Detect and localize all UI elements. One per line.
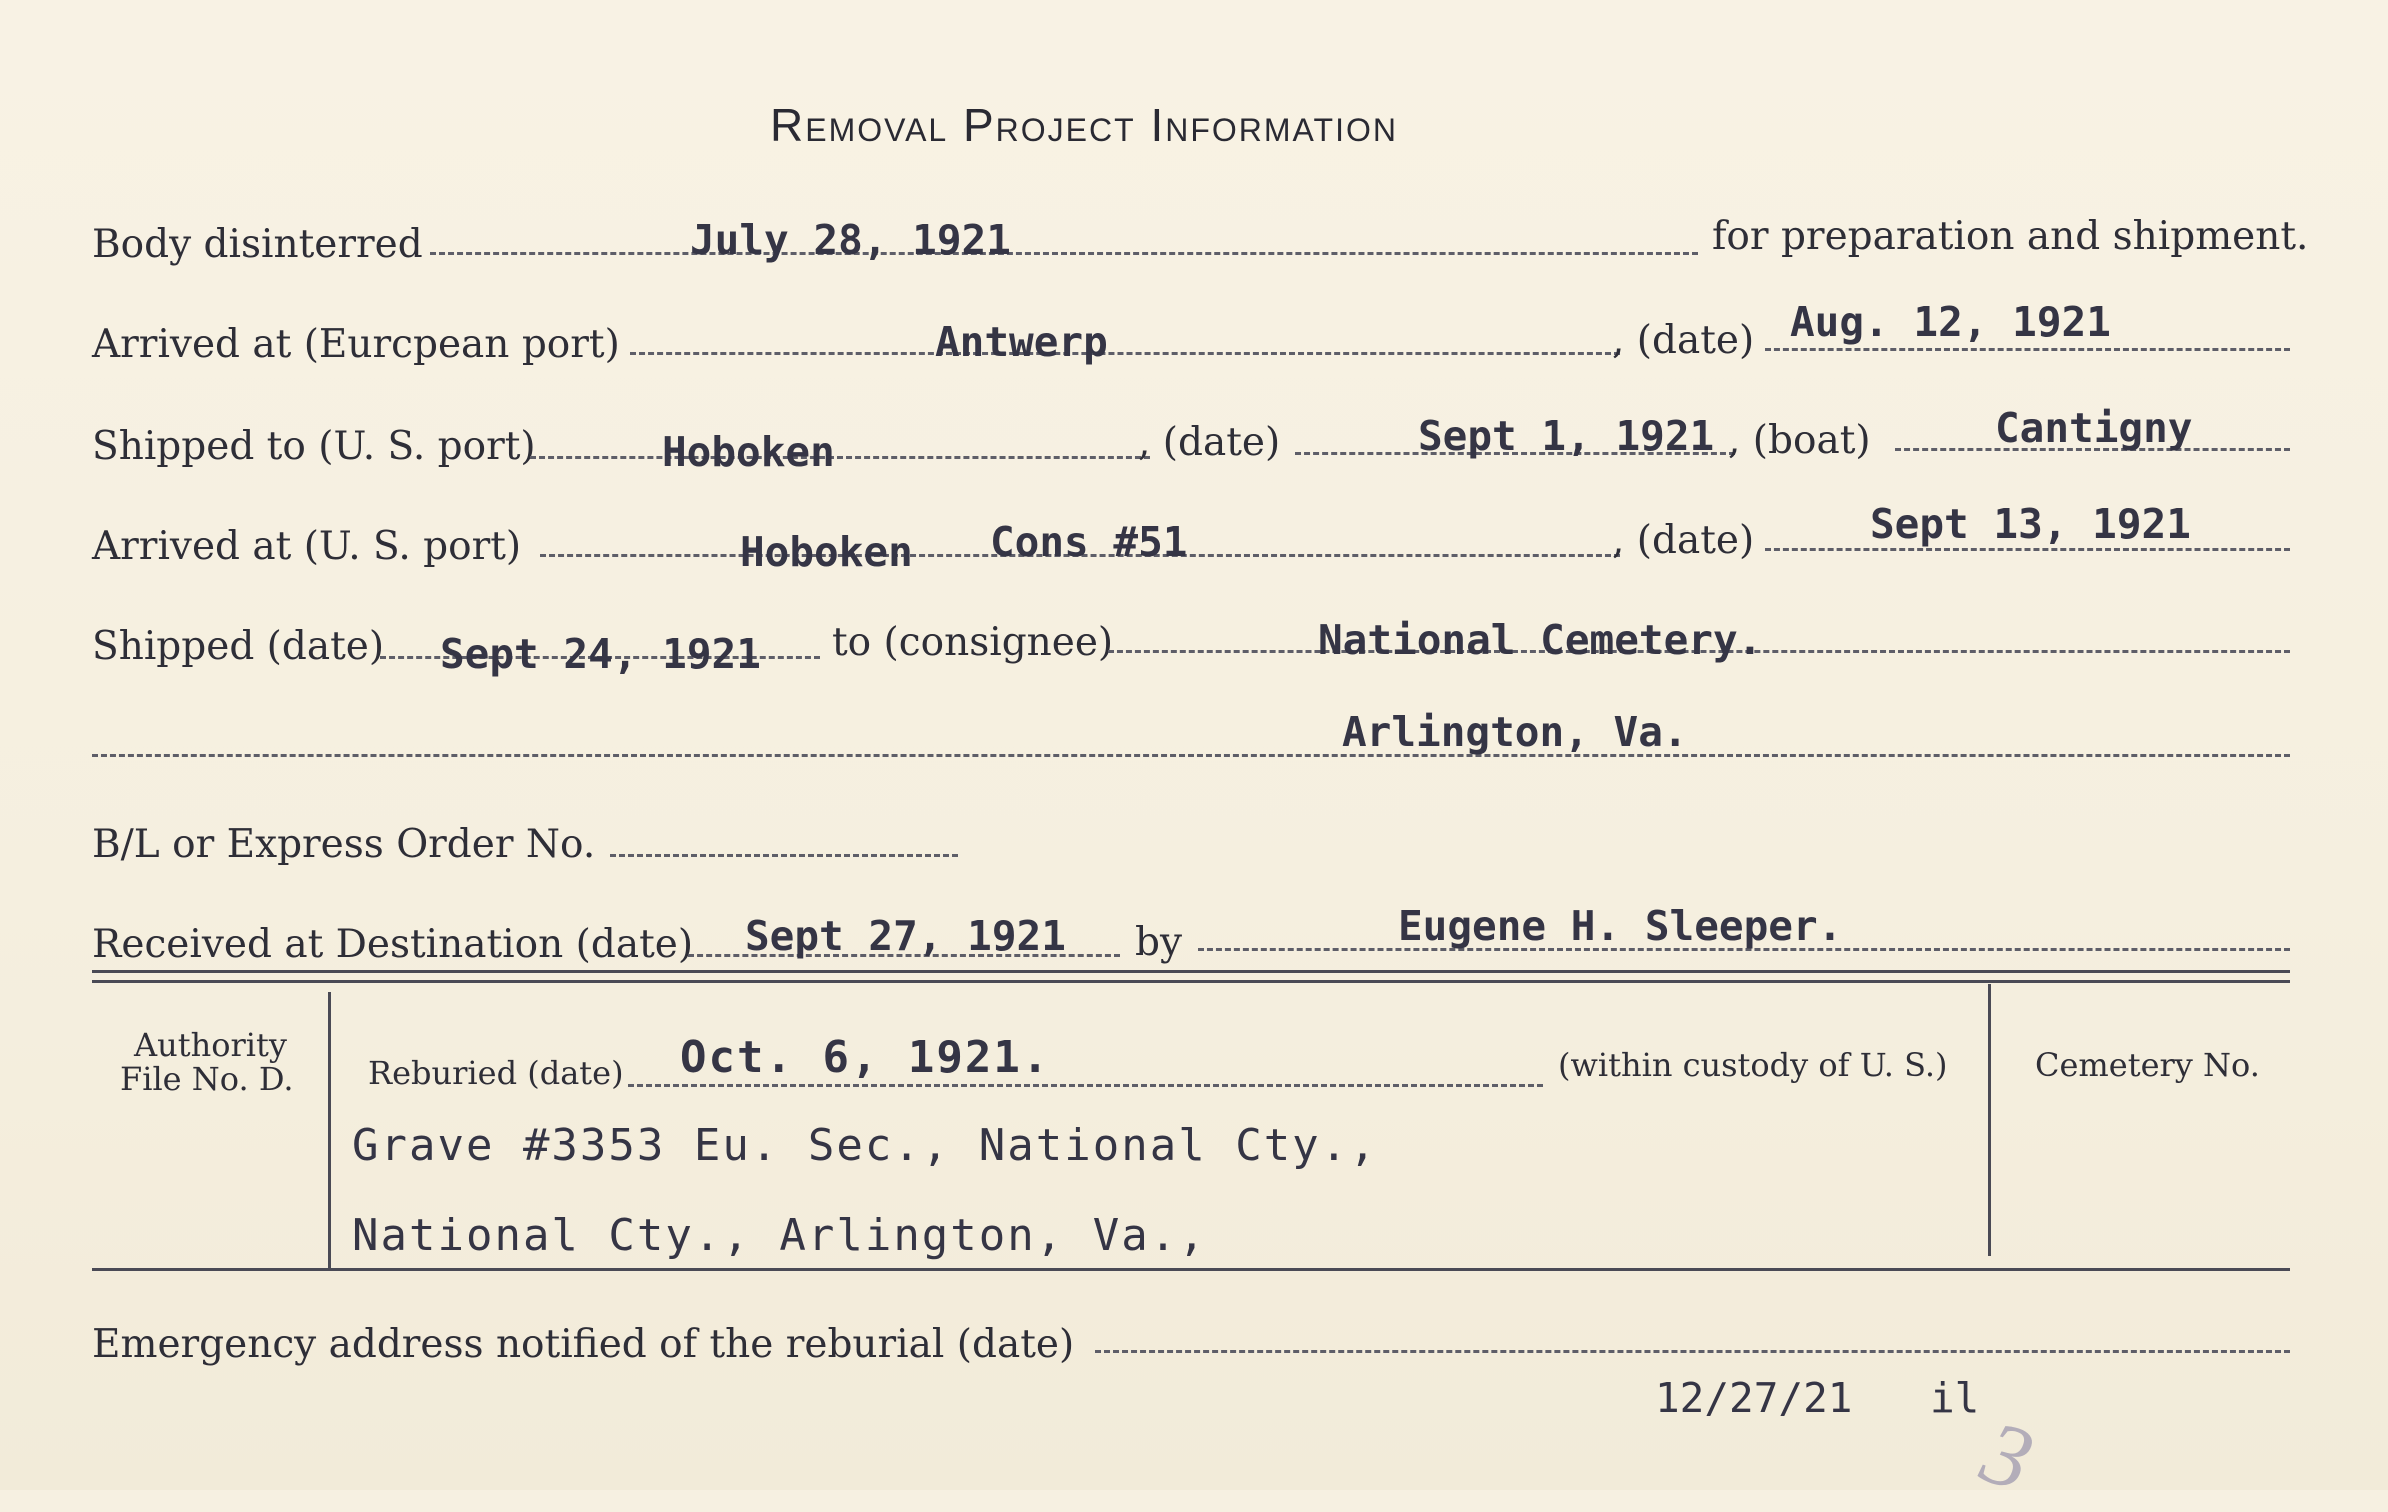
bl-line xyxy=(610,854,958,857)
shipped-date-label: Shipped (date) xyxy=(92,624,385,669)
arrived-eu-date-line xyxy=(1765,348,2290,351)
card-title: Removal Project Information xyxy=(770,99,1398,151)
reburied-line xyxy=(628,1084,1543,1087)
authority-label-1: Authority xyxy=(134,1026,287,1064)
shipped-us-port-line xyxy=(530,456,1150,459)
box-top-rule-2 xyxy=(92,980,2290,983)
arrived-us-date-line xyxy=(1765,548,2290,551)
arrived-eu-date-label: , (date) xyxy=(1612,318,1755,363)
consignee-label: to (consignee) xyxy=(832,620,1114,665)
emergency-line xyxy=(1095,1350,2290,1353)
shipped-us-date: Sept 1, 1921 xyxy=(1418,412,1715,460)
disinterred-label: Body disinterred xyxy=(92,222,423,267)
arrived-us-date-label: , (date) xyxy=(1612,518,1755,563)
box-bottom-rule xyxy=(92,1268,2290,1271)
disinterred-suffix: for preparation and shipment. xyxy=(1712,214,2309,259)
arrived-us-date: Sept 13, 1921 xyxy=(1870,500,2191,548)
box-right-divider xyxy=(1988,984,1991,1256)
arrived-us-cons: Cons #51 xyxy=(990,518,1188,566)
disinterred-line xyxy=(430,252,1698,255)
arrived-us-label: Arrived at (U. S. port) xyxy=(92,524,522,569)
footer-initials: il xyxy=(1930,1374,1980,1422)
reburied-label: Reburied (date) xyxy=(368,1054,624,1092)
shipped-us-label: Shipped to (U. S. port) xyxy=(92,424,536,469)
shipped-us-boat: Cantigny xyxy=(1995,404,2193,452)
shipped-us-boat-label: , (boat) xyxy=(1728,418,1871,463)
grave-line-1: Grave #3353 Eu. Sec., National Cty., xyxy=(352,1120,1378,1171)
disinterred-date: July 28, 1921 xyxy=(690,216,1011,264)
arrived-eu-port: Antwerp xyxy=(935,318,1108,366)
arrived-us-port: Hoboken xyxy=(740,528,913,576)
received-date: Sept 27, 1921 xyxy=(745,912,1066,960)
authority-label-2: File No. D. xyxy=(120,1060,294,1098)
consignee-address: Arlington, Va. xyxy=(1342,708,1688,756)
reburied-date: Oct. 6, 1921. xyxy=(680,1032,1051,1083)
pencil-mark: 3 xyxy=(1970,1402,2045,1511)
custody-label: (within custody of U. S.) xyxy=(1558,1046,1948,1084)
shipped-us-date-label: , (date) xyxy=(1138,420,1281,465)
footer-date: 12/27/21 xyxy=(1655,1374,1853,1422)
bl-label: B/L or Express Order No. xyxy=(92,822,596,867)
received-label: Received at Destination (date) xyxy=(92,922,694,967)
arrived-eu-label: Arrived at (Eurcpean port) xyxy=(92,322,620,367)
arrived-eu-date: Aug. 12, 1921 xyxy=(1790,298,2111,346)
received-by: Eugene H. Sleeper. xyxy=(1398,902,1843,950)
arrived-eu-port-line xyxy=(630,352,1620,355)
shipped-us-port: Hoboken xyxy=(662,428,835,476)
consignee-name: National Cemetery. xyxy=(1318,616,1763,664)
box-top-rule-1 xyxy=(92,970,2290,973)
grave-line-2: National Cty., Arlington, Va., xyxy=(352,1210,1207,1261)
consignee-line-2 xyxy=(92,754,2290,757)
emergency-label: Emergency address notified of the reburial (date) xyxy=(92,1322,1075,1367)
shipped-date: Sept 24, 1921 xyxy=(440,630,761,678)
box-left-divider xyxy=(328,992,331,1268)
cemetery-no-label: Cemetery No. xyxy=(2035,1046,2260,1084)
received-by-label: by xyxy=(1135,920,1182,965)
